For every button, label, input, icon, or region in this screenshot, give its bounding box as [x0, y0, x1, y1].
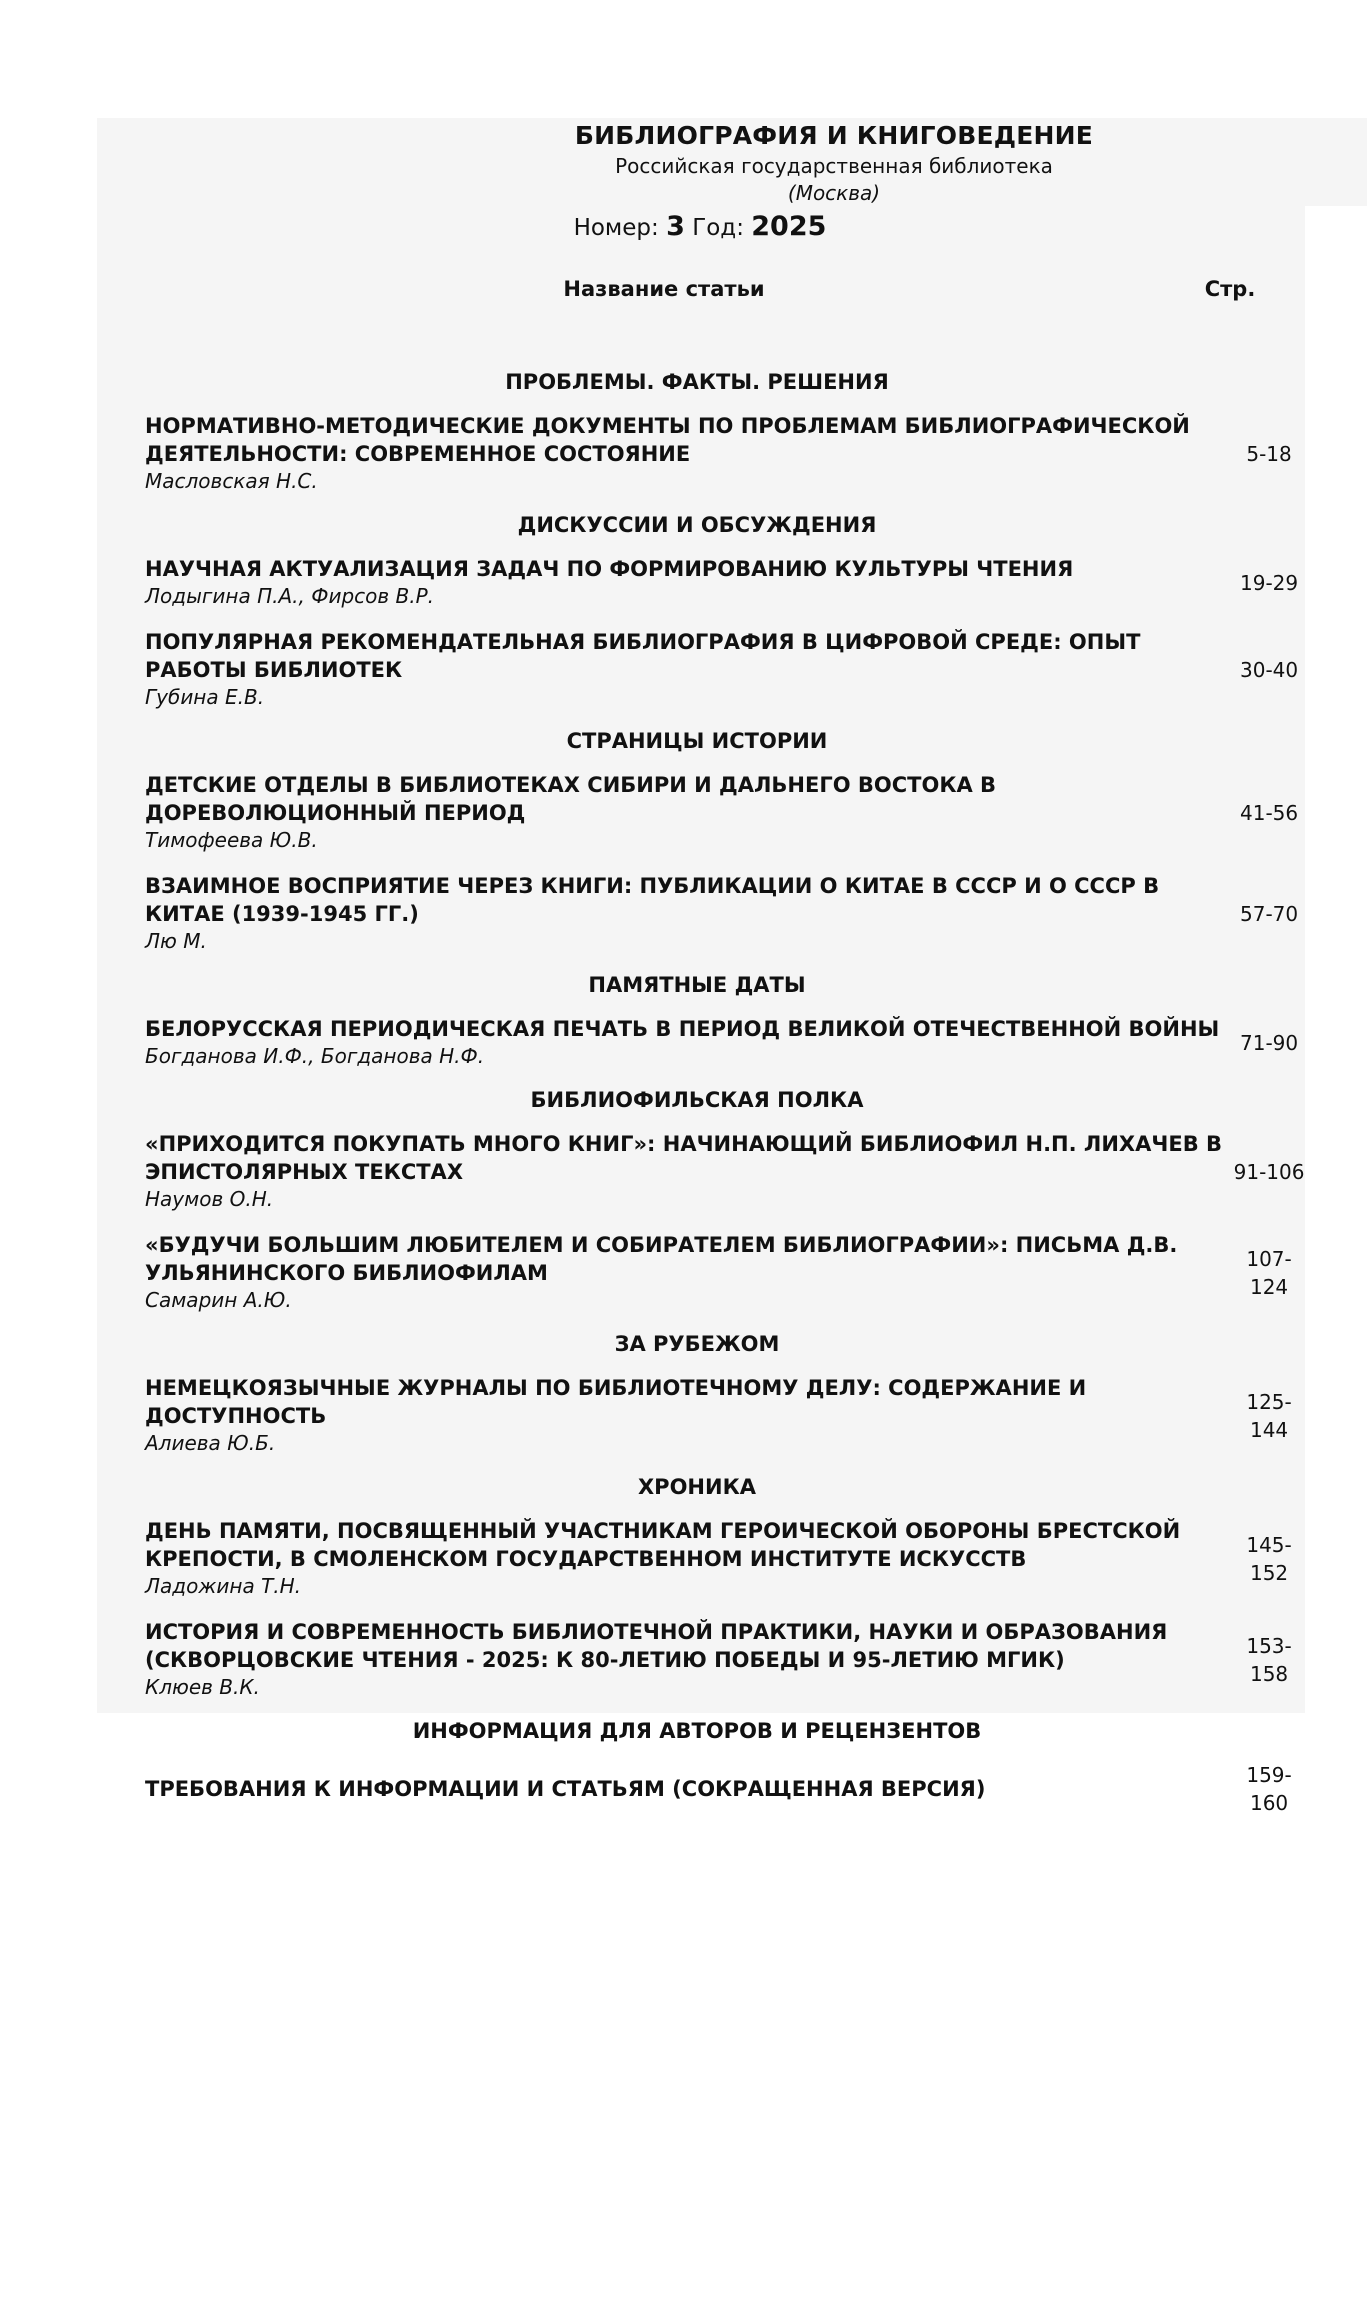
article-title[interactable]: ВЗАИМНОЕ ВОСПРИЯТИЕ ЧЕРЕЗ КНИГИ: ПУБЛИКАЦИИ О КИТАЕ В СССР И О СССР В КИТАЕ (1939-1945 ГГ.) [145, 874, 1160, 926]
article-title[interactable]: «ПРИХОДИТСЯ ПОКУПАТЬ МНОГО КНИГ»: НАЧИНАЮЩИЙ БИБЛИОФИЛ Н.П. ЛИХАЧЕВ В ЭПИСТОЛЯРНЫХ ТЕКСТАХ [145, 1132, 1223, 1184]
article-pages: 159-160 [1246, 1763, 1292, 1815]
article-pages: 125-144 [1246, 1389, 1292, 1442]
article-title[interactable]: ТРЕБОВАНИЯ К ИНФОРМАЦИИ И СТАТЬЯМ (СОКРАЩЕННАЯ ВЕРСИЯ) [145, 1777, 986, 1801]
article-row [97, 628, 1305, 711]
section-heading: ПРОБЛЕМЫ. ФАКТЫ. РЕШЕНИЯ [505, 370, 889, 394]
article-text [97, 1231, 1233, 1314]
article-pages: 30-40 [1240, 657, 1299, 682]
article-author: Лодыгина П.А., Фирсов В.Р. [145, 584, 435, 608]
article-pages: 5-18 [1246, 441, 1292, 466]
article-pages: 19-29 [1240, 570, 1299, 595]
article-title[interactable]: ИСТОРИЯ И СОВРЕМЕННОСТЬ БИБЛИОТЕЧНОЙ ПРАКТИКИ, НАУКИ И ОБРАЗОВАНИЯ (СКВОРЦОВСКИЕ ЧТЕНИЯ - 2025: К 80-ЛЕТИЮ ПОБЕДЫ И 95-ЛЕТИЮ МГИК) [145, 1620, 1168, 1672]
article-pages: 71-90 [1240, 1030, 1299, 1055]
article-text [97, 628, 1233, 711]
article-text [97, 412, 1233, 495]
article-text [97, 1517, 1233, 1600]
column-header-title: Название статьи [563, 277, 765, 301]
publisher-city: (Москва) [787, 181, 881, 205]
article-author: Масловская Н.С. [145, 469, 318, 493]
section-heading: ДИСКУССИИ И ОБСУЖДЕНИЯ [517, 513, 877, 537]
article-pages: 153-158 [1246, 1633, 1292, 1686]
article-text [97, 555, 1233, 610]
section-heading: ЗА РУБЕЖОМ [614, 1332, 780, 1356]
article-title[interactable]: ДЕТСКИЕ ОТДЕЛЫ В БИБЛИОТЕКАХ СИБИРИ И ДАЛЬНЕГО ВОСТОКА В ДОРЕВОЛЮЦИОННЫЙ ПЕРИОД [145, 773, 997, 825]
article-pages: 145-152 [1246, 1532, 1292, 1585]
article-author: Клюев В.К. [145, 1675, 260, 1699]
article-author: Алиева Ю.Б. [145, 1431, 276, 1455]
article-row [97, 1761, 1305, 1817]
article-author: Самарин А.Ю. [145, 1288, 292, 1312]
article-text [97, 1374, 1233, 1457]
article-text [97, 1130, 1233, 1213]
article-pages: 91-106 [1233, 1159, 1305, 1184]
article-title[interactable]: ДЕНЬ ПАМЯТИ, ПОСВЯЩЕННЫЙ УЧАСТНИКАМ ГЕРОИЧЕСКОЙ ОБОРОНЫ БРЕСТСКОЙ КРЕПОСТИ, В СМОЛЕНСКОМ ГОСУДАРСТВЕННОМ ИНСТИТУТЕ ИСКУССТВ [145, 1519, 1181, 1571]
article-title[interactable]: НОРМАТИВНО-МЕТОДИЧЕСКИЕ ДОКУМЕНТЫ ПО ПРОБЛЕМАМ БИБЛИОГРАФИЧЕСКОЙ ДЕЯТЕЛЬНОСТИ: СОВРЕМЕННОЕ СОСТОЯНИЕ [145, 414, 1190, 466]
article-row [97, 771, 1305, 854]
section-heading: СТРАНИЦЫ ИСТОРИИ [566, 729, 828, 753]
article-title[interactable]: «БУДУЧИ БОЛЬШИМ ЛЮБИТЕЛЕМ И СОБИРАТЕЛЕМ БИБЛИОГРАФИИ»: ПИСЬМА Д.В. УЛЬЯНИНСКОГО БИБЛИОФИЛАМ [145, 1233, 1178, 1285]
article-text [97, 1775, 1233, 1803]
article-title[interactable]: БЕЛОРУССКАЯ ПЕРИОДИЧЕСКАЯ ПЕЧАТЬ В ПЕРИОД ВЕЛИКОЙ ОТЕЧЕСТВЕННОЙ ВОЙНЫ [145, 1017, 1220, 1041]
article-row [97, 1374, 1305, 1457]
article-text [97, 872, 1233, 955]
article-title[interactable]: НЕМЕЦКОЯЗЫЧНЫЕ ЖУРНАЛЫ ПО БИБЛИОТЕЧНОМУ ДЕЛУ: СОДЕРЖАНИЕ И ДОСТУПНОСТЬ [145, 1376, 1087, 1428]
article-row [97, 555, 1305, 610]
article-row [97, 1015, 1305, 1070]
column-header-pages: Стр. [1204, 277, 1256, 301]
section-heading: ПАМЯТНЫЕ ДАТЫ [588, 973, 806, 997]
issue-label: Номер: [573, 215, 659, 241]
article-author: Наумов О.Н. [145, 1187, 274, 1211]
article-pages: 41-56 [1240, 800, 1299, 825]
article-author: Губина Е.В. [145, 685, 265, 709]
article-row [97, 1517, 1305, 1600]
article-row [97, 1618, 1305, 1701]
publisher: Российская государственная библиотека [615, 154, 1053, 178]
article-author: Ладожина Т.Н. [145, 1574, 302, 1598]
section-heading: ХРОНИКА [637, 1475, 756, 1499]
article-pages: 57-70 [1240, 901, 1299, 926]
article-author: Лю М. [145, 929, 207, 953]
article-text [97, 771, 1233, 854]
article-row [97, 1130, 1305, 1213]
article-row [97, 872, 1305, 955]
section-heading: БИБЛИОФИЛЬСКАЯ ПОЛКА [530, 1088, 864, 1112]
article-author: Тимофеева Ю.В. [145, 828, 318, 852]
article-text [97, 1015, 1233, 1070]
section-heading: ИНФОРМАЦИЯ ДЛЯ АВТОРОВ И РЕЦЕНЗЕНТОВ [412, 1719, 982, 1743]
year-label: Год: [692, 215, 744, 241]
article-row [97, 1231, 1305, 1314]
year-value: 2025 [751, 211, 827, 242]
issue-number: 3 [666, 211, 685, 242]
table-of-contents [97, 370, 1305, 1835]
article-title[interactable]: НАУЧНАЯ АКТУАЛИЗАЦИЯ ЗАДАЧ ПО ФОРМИРОВАНИЮ КУЛЬТУРЫ ЧТЕНИЯ [145, 557, 1074, 581]
journal-title: БИБЛИОГРАФИЯ И КНИГОВЕДЕНИЕ [574, 121, 1094, 150]
article-row [97, 412, 1305, 495]
issue-line [0, 211, 1367, 242]
article-text [97, 1618, 1233, 1701]
article-title[interactable]: ПОПУЛЯРНАЯ РЕКОМЕНДАТЕЛЬНАЯ БИБЛИОГРАФИЯ В ЦИФРОВОЙ СРЕДЕ: ОПЫТ РАБОТЫ БИБЛИОТЕК [145, 630, 1141, 682]
article-author: Богданова И.Ф., Богданова Н.Ф. [145, 1044, 485, 1068]
article-pages: 107-124 [1246, 1246, 1292, 1299]
